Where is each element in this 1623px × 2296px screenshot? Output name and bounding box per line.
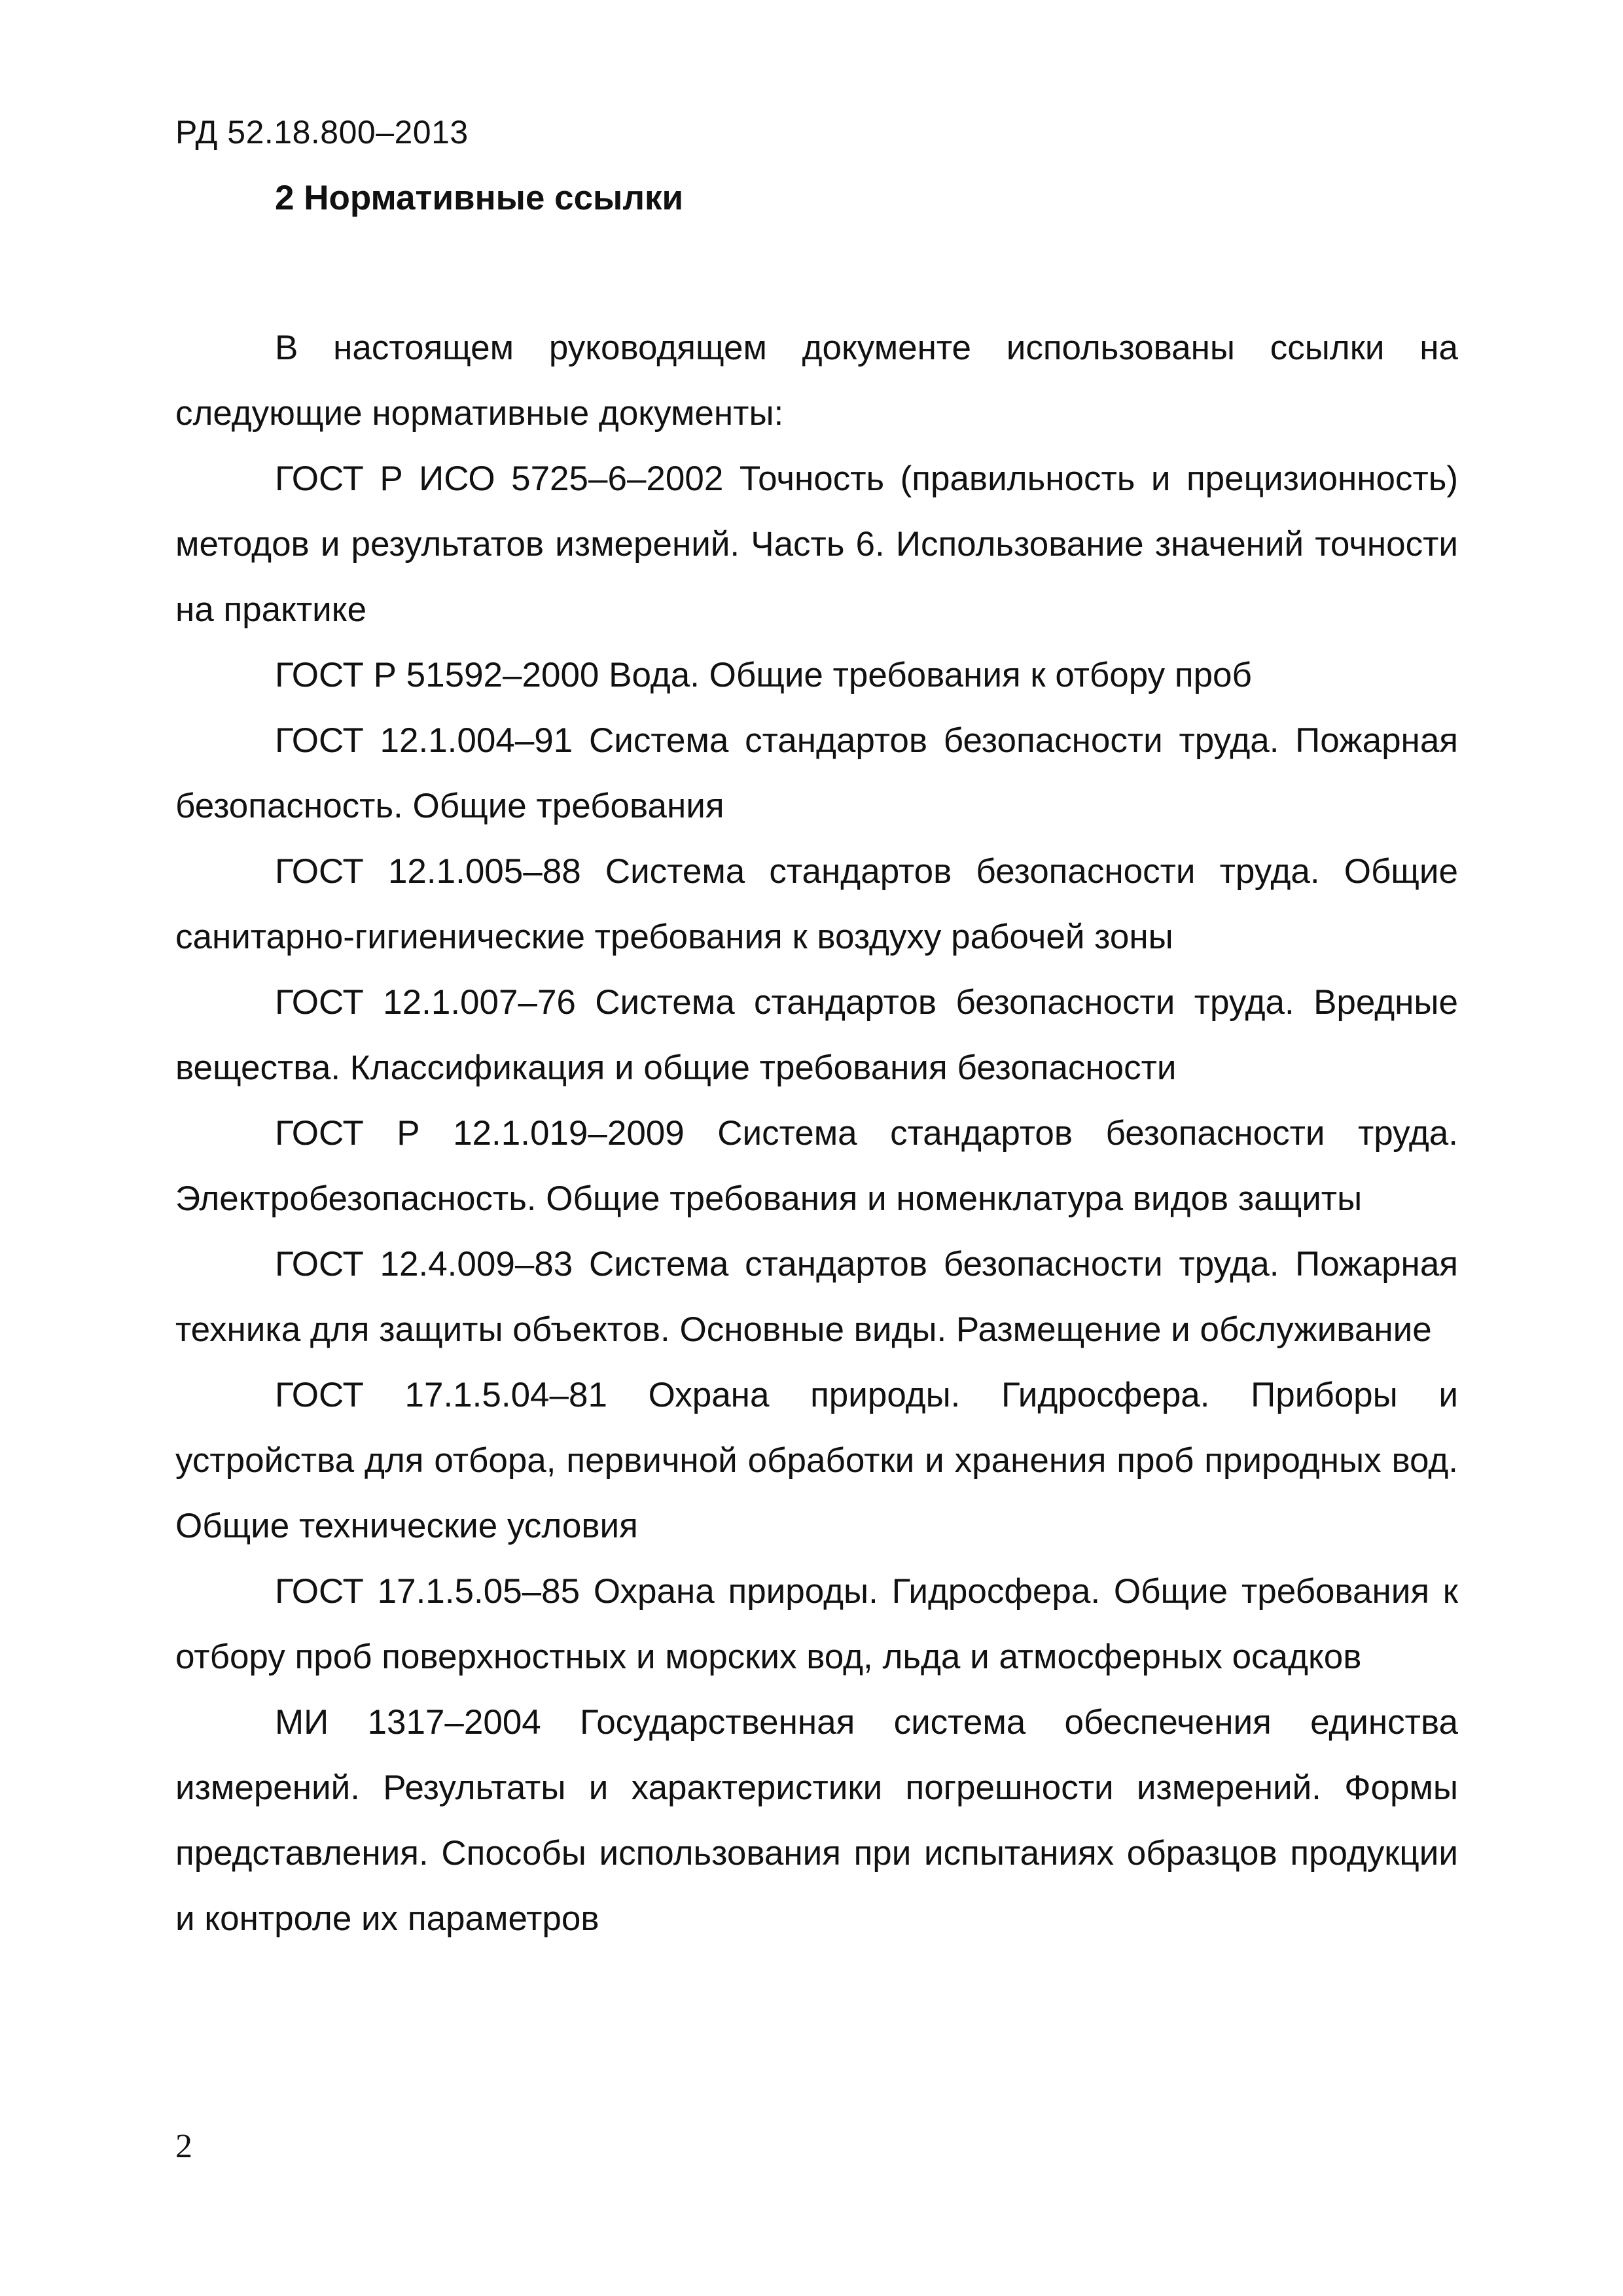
reference-item: МИ 1317–2004 Государственная система обеспечения единства измерений. Результаты и характеристики погрешности измерений. Формы представления. Способы использования при испытаниях образцов продукции и контроле их параметров [175,1703,1458,1939]
reference-item: ГОСТ Р 51592–2000 Вода. Общие требования к отбору проб [275,656,1252,695]
reference-item: ГОСТ 12.1.005–88 Система стандартов безопасности труда. Общие санитарно-гигиенические требования к воздуху рабочей зоны [175,852,1458,957]
reference-item: ГОСТ Р ИСО 5725–6–2002 Точность (правильность и прецизионность) методов и результатов измерений. Часть 6. Использование значений точности на практике [175,459,1458,630]
reference-item: ГОСТ 17.1.5.05–85 Охрана природы. Гидросфера. Общие требования к отбору проб поверхностных и морских вод, льда и атмосферных осадков [175,1572,1458,1677]
page-number: 2 [175,2128,192,2165]
intro-paragraph: В настоящем руководящем документе использованы ссылки на следующие нормативные документы: [175,329,1458,433]
reference-item: ГОСТ Р 12.1.019–2009 Система стандартов безопасности труда. Электробезопасность. Общие требования и номенклатура видов защиты [175,1114,1458,1219]
reference-item: ГОСТ 12.1.007–76 Система стандартов безопасности труда. Вредные вещества. Классификация и общие требования безопасности [175,983,1458,1088]
reference-item: ГОСТ 12.4.009–83 Система стандартов безопасности труда. Пожарная техника для защиты объектов. Основные виды. Размещение и обслуживание [175,1245,1458,1350]
reference-item: ГОСТ 12.1.004–91 Система стандартов безопасности труда. Пожарная безопасность. Общие требования [175,721,1458,826]
references-block [175,315,1458,1952]
section-title: 2 Нормативные ссылки [275,179,684,217]
document-page [175,115,1458,1952]
reference-item: ГОСТ 17.1.5.04–81 Охрана природы. Гидросфера. Приборы и устройства для отбора, первичной обработки и хранения проб природных вод. Общие технические условия [175,1376,1458,1546]
document-code: РД 52.18.800–2013 [175,114,469,151]
